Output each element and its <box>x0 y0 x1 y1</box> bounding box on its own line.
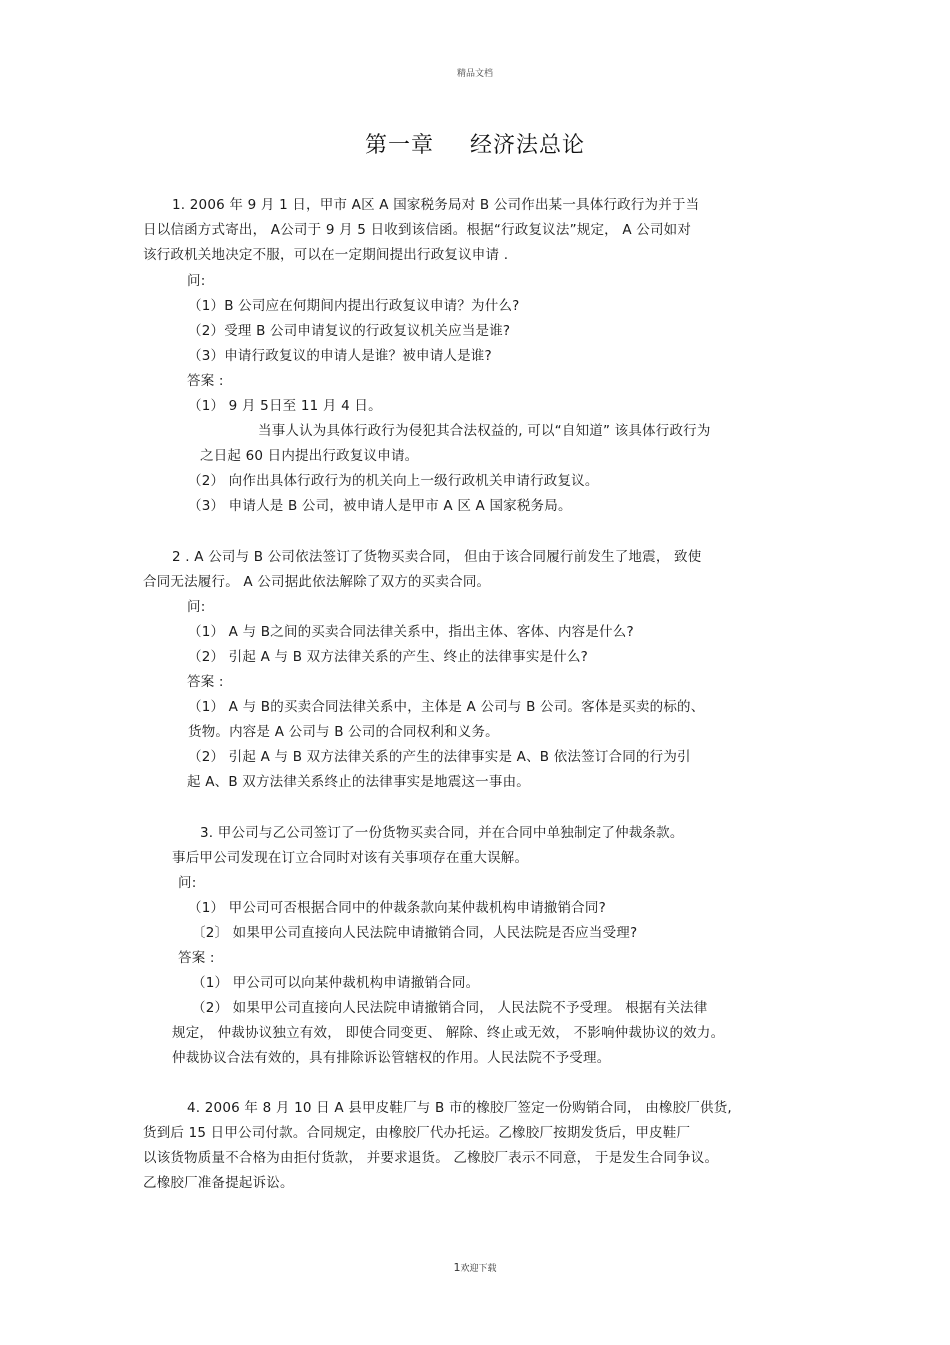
text-line: （2） 引起 A 与 B 双方法律关系的产生的法律事实是 A、B 依法签订合同的行为引 <box>188 749 691 765</box>
text-line: （2） 如果甲公司直接向人民法院申请撤销合同， 人民法院不予受理。 根据有关法律 <box>192 1000 708 1016</box>
text-line: 4. 2006 年 8 月 10 日 A 县甲皮鞋厂与 B 市的橡胶厂签定一份购销合同， 由橡胶厂供货, <box>187 1100 732 1116</box>
text-line: 1. 2006 年 9 月 1 日，甲市 A区 A 国家税务局对 B 公司作出某一具体行政行为并于当 <box>172 197 700 213</box>
text-line: 事后甲公司发现在订立合同时对该有关事项存在重大误解。 <box>172 850 529 866</box>
text-line: （2） 引起 A 与 B 双方法律关系的产生、终止的法律事实是什么? <box>188 649 589 665</box>
text-line: 仲裁协议合法有效的，具有排除诉讼管辖权的作用。人民法院不予受理。 <box>172 1050 611 1066</box>
text-line: 3. 甲公司与乙公司签订了一份货物买卖合同，并在合同中单独制定了仲裁条款。 <box>200 825 684 841</box>
text-line: （1） 甲公司可否根据合同中的仲裁条款向某仲裁机构申请撤销合同? <box>188 900 606 916</box>
text-line: 〔2〕 如果甲公司直接向人民法院申请撤销合同，人民法院是否应当受理? <box>192 925 638 941</box>
text-line: （2） 向作出具体行政行为的机关向上一级行政机关申请行政复议。 <box>188 473 599 489</box>
text-line: 日以信函方式寄出， A公司于 9 月 5 日收到该信函。根据“行政复议法”规定， A 公司如对 <box>143 222 692 238</box>
text-line: 该行政机关地决定不服，可以在一定期间提出行政复议申请 . <box>143 247 509 263</box>
text-line: （2）受理 B 公司申请复议的行政复议机关应当是谁? <box>188 323 511 339</box>
text-line: 规定， 仲裁协议独立有效， 即使合同变更、 解除、终止或无效， 不影响仲裁协议的效力。 <box>172 1025 725 1041</box>
text-line: （1） 9 月 5日至 11 月 4 日。 <box>188 398 382 414</box>
page-header: 精品文档 <box>456 69 493 79</box>
text-line: 答案 : <box>178 950 215 966</box>
text-line: 问: <box>187 273 206 289</box>
text-line: （1） A 与 B的买卖合同法律关系中，主体是 A 公司与 B 公司。客体是买卖的标的、 <box>188 699 705 715</box>
text-line: （1）B 公司应在何期间内提出行政复议申请？为什么? <box>188 298 520 314</box>
text-line: 问: <box>187 599 206 615</box>
text-line: 之日起 60 日内提出行政复议申请。 <box>200 448 419 464</box>
text-line: 以该货物质量不合格为由拒付货款， 并要求退货。 乙橡胶厂表示不同意， 于是发生合同争议。 <box>143 1150 719 1166</box>
text-line: 乙橡胶厂准备提起诉讼。 <box>143 1175 294 1191</box>
text-line: 货到后 15 日甲公司付款。合同规定，由橡胶厂代办托运。乙橡胶厂按期发货后，甲皮鞋厂 <box>143 1125 691 1141</box>
text-line: 当事人认为具体行政行为侵犯其合法权益的, 可以“自知道” 该具体行政行为 <box>258 423 711 439</box>
text-line: 答案 : <box>187 674 224 690</box>
page-title <box>0 128 950 159</box>
text-line: 起 A、B 双方法律关系终止的法律事实是地震这一事由。 <box>187 774 530 790</box>
text-line: 问: <box>178 875 197 891</box>
text-line: （1） A 与 B之间的买卖合同法律关系中，指出主体、客体、内容是什么? <box>188 624 634 640</box>
text-line: 2 . A 公司与 B 公司依法签订了货物买卖合同， 但由于该合同履行前发生了地震， 致使 <box>172 549 702 565</box>
page-footer <box>0 1261 950 1274</box>
footer-text: 欢迎下载 <box>460 1264 497 1274</box>
page-number: 1 <box>453 1261 461 1274</box>
text-line: （3） 申请人是 B 公司，被申请人是甲市 A 区 A 国家税务局。 <box>188 498 572 514</box>
text-line: （1） 甲公司可以向某仲裁机构申请撤销合同。 <box>192 975 480 991</box>
text-line: 答案 : <box>187 373 224 389</box>
chapter-name: 经济法总论 <box>470 133 586 158</box>
text-line: 合同无法履行。 A 公司据此依法解除了双方的买卖合同。 <box>143 574 491 590</box>
text-line: 货物。内容是 A 公司与 B 公司的合同权利和义务。 <box>188 724 499 740</box>
chapter-number: 第一章 <box>364 133 434 158</box>
text-line: （3）申请行政复议的申请人是谁？被申请人是谁? <box>188 348 492 364</box>
